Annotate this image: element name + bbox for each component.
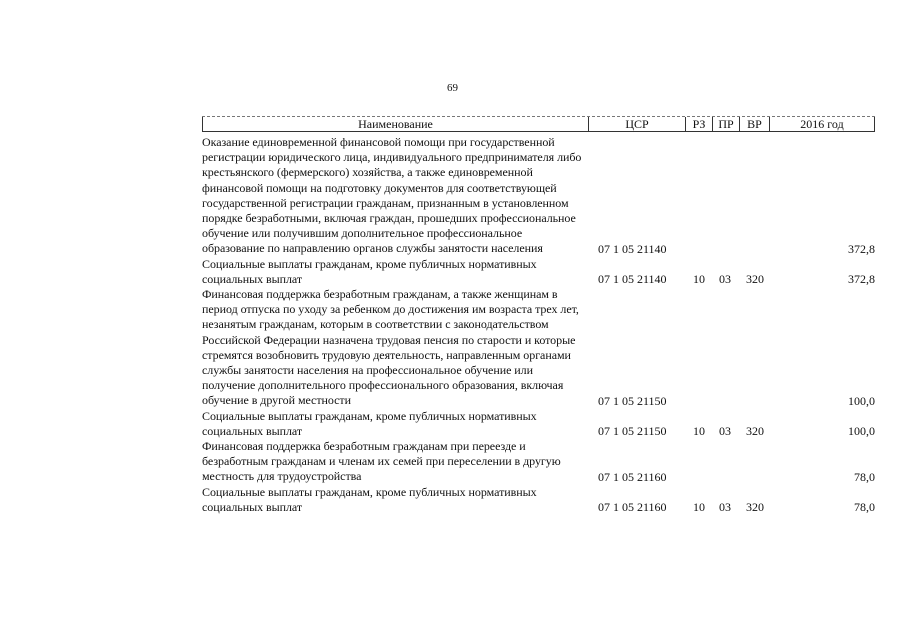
row-pr: 03: [719, 272, 731, 287]
table-row: [202, 485, 875, 515]
row-vr: 320: [746, 500, 764, 515]
row-csr: 07 1 05 21140: [598, 272, 667, 287]
row-vr: [743, 394, 767, 409]
row-name: Социальные выплаты гражданам, кроме публичных нормативных социальных выплат: [202, 408, 537, 438]
header-year: 2016 год: [769, 117, 875, 131]
header-pr: ПР: [712, 117, 739, 131]
header-csr: ЦСР: [588, 117, 685, 131]
row-name: Социальные выплаты гражданам, кроме публичных нормативных социальных выплат: [202, 256, 537, 286]
row-amount: 100,0: [848, 393, 875, 408]
row-csr: 07 1 05 21160: [598, 500, 667, 515]
row-pr: 03: [719, 500, 731, 515]
page-number: 69: [447, 82, 458, 94]
row-amount: 100,0: [848, 424, 875, 439]
row-csr: 07 1 05 21150: [598, 424, 667, 439]
row-name: Финансовая поддержка безработным гражданам при переезде и безработным гражданам и членам их семей при переселении в другую местность для трудоустройства: [202, 439, 561, 484]
table-row: [202, 409, 875, 439]
row-amount: 78,0: [854, 469, 875, 484]
row-csr: 07 1 05 21150: [598, 393, 667, 408]
row-vr: [743, 470, 767, 485]
row-pr: 03: [719, 424, 731, 439]
row-vr: [743, 242, 767, 257]
row-amount: 372,8: [848, 272, 875, 287]
row-amount: 78,0: [854, 500, 875, 515]
header-rz: РЗ: [685, 117, 712, 131]
row-vr: 320: [746, 424, 764, 439]
row-vr: 320: [746, 272, 764, 287]
row-rz: 10: [693, 500, 705, 515]
row-pr: [715, 394, 735, 409]
row-csr: 07 1 05 21160: [598, 469, 667, 484]
row-rz: 10: [693, 424, 705, 439]
row-pr: [715, 470, 735, 485]
row-name: Финансовая поддержка безработным гражданам, а также женщинам в период отпуска по уходу за ребенком до достижения им возраста трех лет, незанятым гражданам, которым в соответствии с законодательством Российской Федерации назначена трудовая пенсия по старости и которые стремятся возобновить трудовую деятельность, направленным органами службы занятости населения на профессиональное обучение или получение дополнительного профессионального образования, включая обучение в другой местности: [202, 287, 579, 408]
table-row: [202, 257, 875, 287]
row-name: Оказание единовременной финансовой помощи при государственной регистрации юридического лица, индивидуального предпринимателя либо крестьянского (фермерского) хозяйства, а также единовременной финансовой помощи на подготовку документов для соответствующей государственной регистрации гражданам, признанным в установленном порядке безработными, включая граждан, прошедших профессиональное обучение или получившим дополнительное профессиональное образование по направлению органов службы занятости населения: [202, 135, 582, 256]
table-header: [202, 114, 875, 131]
row-rz: [689, 242, 709, 257]
table-row: [202, 439, 875, 485]
row-name: Социальные выплаты гражданам, кроме публичных нормативных социальных выплат: [202, 484, 537, 514]
row-pr: [715, 242, 735, 257]
row-rz: 10: [693, 272, 705, 287]
table-row: [202, 135, 875, 257]
table-row: [202, 287, 875, 409]
budget-table: [202, 114, 875, 515]
header-name: Наименование: [202, 117, 588, 131]
table-body: [202, 131, 875, 515]
row-rz: [689, 470, 709, 485]
header-vr: ВР: [739, 117, 769, 131]
row-amount: 372,8: [848, 241, 875, 256]
row-rz: [689, 394, 709, 409]
row-csr: 07 1 05 21140: [598, 241, 667, 256]
